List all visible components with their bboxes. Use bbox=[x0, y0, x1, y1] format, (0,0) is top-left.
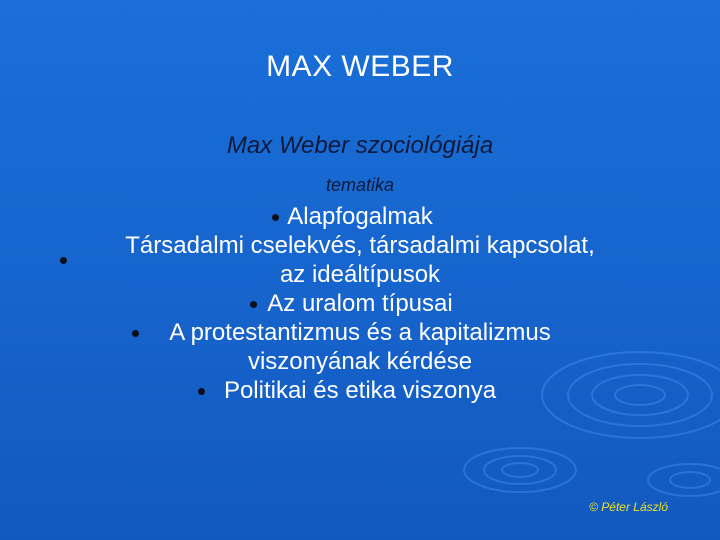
list-item-text: viszonyának kérdése bbox=[247, 348, 473, 375]
list-item bbox=[0, 376, 720, 405]
list-item-text: A protestantizmus és a kapitalizmus bbox=[169, 319, 551, 346]
list-item-text: Az uralom típusai bbox=[267, 290, 453, 317]
list-item-text: az ideáltípusok bbox=[279, 261, 441, 288]
slide-title: MAX WEBER bbox=[266, 50, 454, 83]
list-item bbox=[0, 289, 720, 318]
list-item bbox=[0, 231, 720, 289]
bullet-icon bbox=[132, 330, 139, 337]
topic-list bbox=[0, 202, 720, 405]
list-item-text: Társadalmi cselekvés, társadalmi kapcsolat, bbox=[125, 232, 595, 259]
bullet-icon bbox=[272, 214, 279, 221]
bullet-icon bbox=[60, 257, 67, 264]
list-item bbox=[0, 318, 720, 376]
bullet-icon bbox=[198, 388, 205, 395]
slide-subtitle: Max Weber szociológiája bbox=[226, 132, 494, 159]
list-item-text: Politikai és etika viszonya bbox=[223, 377, 497, 404]
bullet-icon bbox=[250, 301, 257, 308]
topic-label: tematika bbox=[325, 175, 395, 195]
list-item-text: Alapfogalmak bbox=[287, 203, 433, 230]
list-item bbox=[0, 202, 720, 231]
author-credit: © Péter László bbox=[589, 500, 668, 514]
